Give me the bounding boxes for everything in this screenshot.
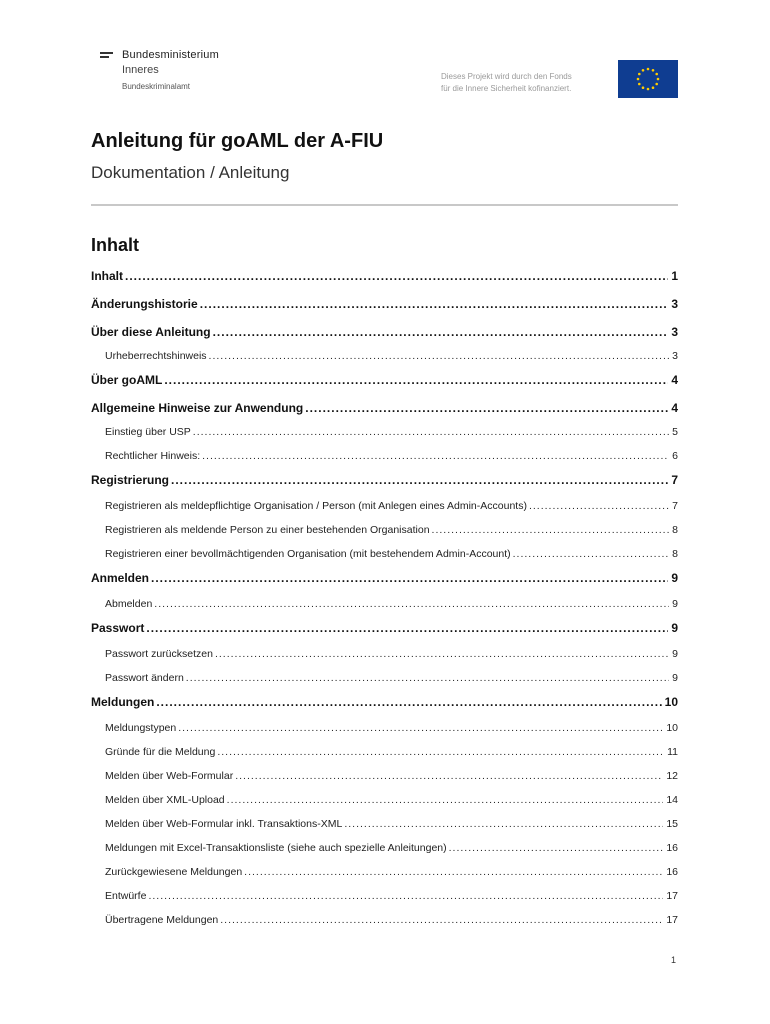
toc-entry-meldungstypen[interactable]: Meldungstypen ..... 10	[91, 716, 678, 740]
toc-entry-registrieren-meldepflichtige[interactable]: Registrieren als meldepflichtige Organisation / Person (mit Anlegen eines Admin-Accounts) ..... 7	[91, 494, 678, 518]
toc-entry-einstieg-ueber-usp[interactable]: Einstieg über USP ..... 5	[91, 420, 678, 444]
funding-line-2: für die Innere Sicherheit kofinanziert.	[441, 84, 572, 93]
toc-entry-ueber-goaml[interactable]: Über goAML ..... 4	[91, 368, 678, 392]
toc-entry-registrierung[interactable]: Registrierung ..... 7	[91, 468, 678, 492]
funding-line-1: Dieses Projekt wird durch den Fonds	[441, 72, 572, 81]
toc-entry-passwort-zuruecksetzen[interactable]: Passwort zurücksetzen ..... 9	[91, 642, 678, 666]
toc-entry-rechtlicher-hinweis[interactable]: Rechtlicher Hinweis: ..... 6	[91, 444, 678, 468]
toc-entry-urheberrechtshinweis[interactable]: Urheberrechtshinweis ..... 3	[91, 344, 678, 368]
toc-entry-uebertragene-meldungen[interactable]: Übertragene Meldungen ..... 17	[91, 908, 678, 932]
table-of-contents	[91, 264, 678, 932]
toc-entry-anmelden[interactable]: Anmelden ..... 9	[91, 566, 678, 590]
toc-entry-zurueckgewiesene-meldungen[interactable]: Zurückgewiesene Meldungen ..... 16	[91, 860, 678, 884]
toc-entry-registrieren-meldende-person[interactable]: Registrieren als meldende Person zu einer bestehenden Organisation ..... 8	[91, 518, 678, 542]
ministry-name: Bundesministerium	[122, 49, 219, 61]
toc-entry-melden-xml-upload[interactable]: Melden über XML-Upload ..... 14	[91, 788, 678, 812]
funding-note	[441, 71, 611, 95]
ministry-office: Bundeskriminalamt	[122, 82, 191, 91]
toc-entry-registrieren-bevollmaechtigende[interactable]: Registrieren einer bevollmächtigenden Organisation (mit bestehendem Admin-Account) ..... 8	[91, 542, 678, 566]
page-number: 1	[671, 955, 677, 965]
toc-entry-melden-web-formular[interactable]: Melden über Web-Formular ..... 12	[91, 764, 678, 788]
ministry-department: Inneres	[122, 64, 159, 76]
page-header	[0, 0, 770, 110]
eu-flag-icon	[618, 60, 678, 98]
toc-entry-allgemeine-hinweise[interactable]: Allgemeine Hinweise zur Anwendung ..... 4	[91, 396, 678, 420]
document-title: Anleitung für goAML der A-FIU	[91, 130, 384, 152]
toc-entry-passwort-aendern[interactable]: Passwort ändern ..... 9	[91, 666, 678, 690]
toc-entry-inhalt[interactable]: Inhalt ..... 1	[91, 264, 678, 288]
toc-entry-abmelden[interactable]: Abmelden ..... 9	[91, 592, 678, 616]
toc-entry-gruende-fuer-die-meldung[interactable]: Gründe für die Meldung ..... 11	[91, 740, 678, 764]
toc-entry-entwuerfe[interactable]: Entwürfe ..... 17	[91, 884, 678, 908]
toc-entry-ueber-diese-anleitung[interactable]: Über diese Anleitung ..... 3	[91, 320, 678, 344]
ministry-mark-icon	[100, 52, 113, 60]
toc-entry-melden-web-formular-xml[interactable]: Melden über Web-Formular inkl. Transaktions-XML ..... 15	[91, 812, 678, 836]
document-subtitle: Dokumentation / Anleitung	[91, 163, 290, 182]
title-divider	[91, 204, 678, 206]
toc-entry-meldungen[interactable]: Meldungen ..... 10	[91, 690, 678, 714]
toc-entry-meldungen-excel[interactable]: Meldungen mit Excel-Transaktionsliste (siehe auch spezielle Anleitungen) ..... 16	[91, 836, 678, 860]
toc-heading: Inhalt	[91, 235, 139, 255]
toc-entry-aenderungshistorie[interactable]: Änderungshistorie ..... 3	[91, 292, 678, 316]
toc-entry-passwort[interactable]: Passwort ..... 9	[91, 616, 678, 640]
